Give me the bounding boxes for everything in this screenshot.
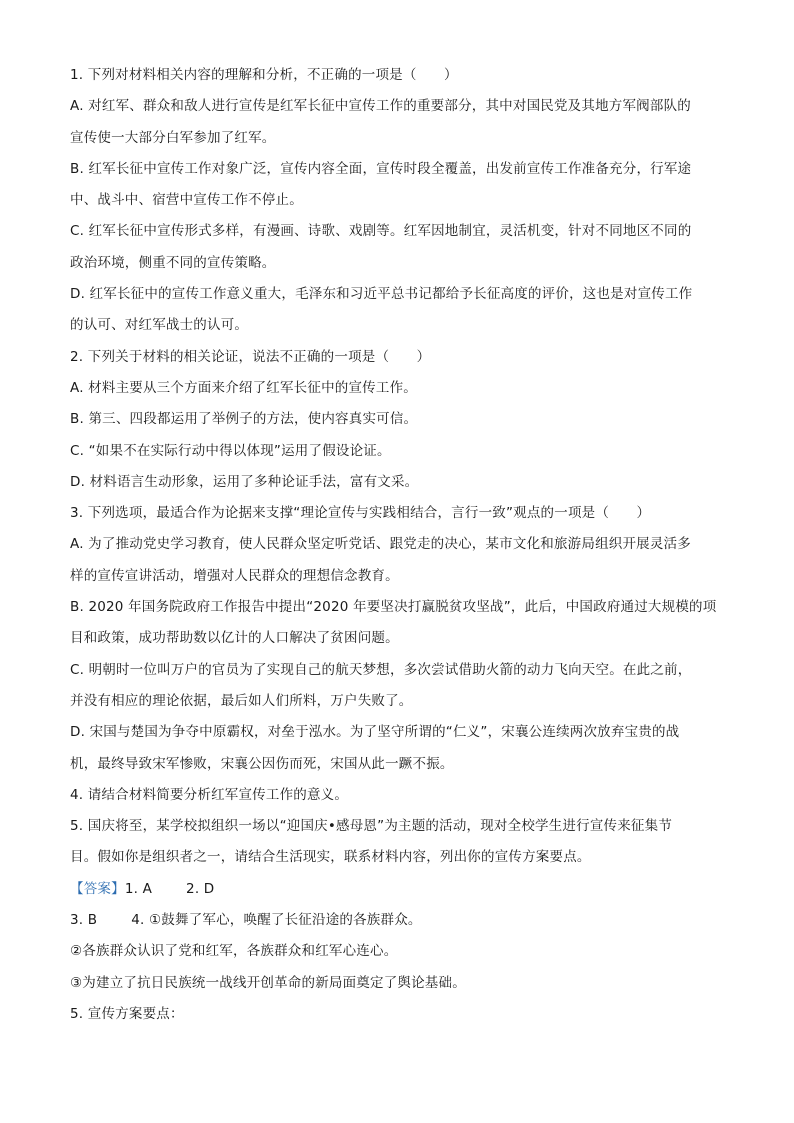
q1-option-a-line2: 宣传使一大部分白军参加了红军。 [70, 129, 276, 146]
q1-stem: 1. 下列对材料相关内容的理解和分析，不正确的一项是（ ） [70, 67, 458, 83]
document-page [70, 64, 730, 1034]
q2-option-d: D. 材料语言生动形象，运用了多种论证手法，富有文采。 [70, 473, 419, 490]
q3-option-a-line1: A. 为了推动党史学习教育，使人民群众坚定听党话、跟党走的决心，某市文化和旅游局组织开展灵活多 [70, 536, 691, 553]
answer-line-2 [70, 909, 730, 940]
q1-option-b-line1: B. 红军长征中宣传工作对象广泛，宣传内容全面，宣传时段全覆盖，出发前宣传工作准备充分，行军途 [70, 160, 692, 177]
q1-option-c-line1: C. 红军长征中宣传形式多样，有漫画、诗歌、戏剧等。红军因地制宜，灵活机变，针对不同地区不同的 [70, 223, 692, 240]
q3-option-d-line2: 机，最终导致宋军惨败，宋襄公因伤而死，宋国从此一蹶不振。 [70, 755, 454, 772]
answer-3: 3. B [70, 912, 98, 929]
answer-4-point-3: ③为建立了抗日民族统一战线开创革命的新局面奠定了舆论基础。 [70, 974, 466, 991]
q1-option-d-line1: D. 红军长征中的宣传工作意义重大，毛泽东和习近平总书记都给予长征高度的评价，这也是对宣传工作 [70, 286, 693, 303]
answer-tag: 【答案】 [70, 880, 125, 897]
q1-option-a-line1: A. 对红军、群众和敌人进行宣传是红军长征中宣传工作的重要部分，其中对国民党及其地方军阀部队的 [70, 98, 691, 115]
answer-2: 2. D [186, 880, 215, 897]
q3-option-d-line1: D. 宋国与楚国为争夺中原霸权，对垒于泓水。为了坚守所谓的“仁义”，宋襄公连续两次放弃宝贵的战 [70, 724, 680, 741]
answer-4-point-1: 4. ①鼓舞了军心，唤醒了长征沿途的各族群众。 [131, 912, 422, 929]
q2-option-b: B. 第三、四段都运用了举例子的方法，使内容真实可信。 [70, 411, 418, 428]
q2-option-a: A. 材料主要从三个方面来介绍了红军长征中的宣传工作。 [70, 379, 417, 396]
answer-line-1 [70, 878, 730, 909]
q1-option-d-line2: 的认可、对红军战士的认可。 [70, 317, 249, 334]
q4-stem: 4. 请结合材料简要分析红军宣传工作的意义。 [70, 786, 349, 803]
q1-option-b-line2: 中、战斗中、宿营中宣传工作不停止。 [70, 192, 303, 209]
q2-stem: 2. 下列关于材料的相关论证，说法不正确的一项是（ ） [70, 348, 431, 365]
q3-option-c-line2: 并没有相应的理论依据，最后如人们所料，万户失败了。 [70, 692, 413, 709]
q3-option-a-line2: 样的宣传宣讲活动，增强对人民群众的理想信念教育。 [70, 567, 399, 584]
q3-option-b-line1: B. 2020 年国务院政府工作报告中提出“2020 年要坚决打赢脱贫攻坚战”，此后，中国政府通过大规模的项 [70, 599, 717, 616]
answer-5-heading: 5. 宣传方案要点： [70, 1005, 184, 1022]
q3-option-b-line2: 目和政策，成功帮助数以亿计的人口解决了贫困问题。 [70, 630, 399, 647]
q2-option-c: C. “如果不在实际行动中得以体现”运用了假设论证。 [70, 442, 391, 459]
q3-stem: 3. 下列选项，最适合作为论据来支撑“理论宣传与实践相结合，言行一致”观点的一项是（ ） [70, 505, 651, 522]
q3-option-c-line1: C. 明朝时一位叫万户的官员为了实现自己的航天梦想，多次尝试借助火箭的动力飞向天空。在此之前， [70, 661, 692, 678]
answer-1: 1. A [124, 880, 153, 897]
q1-option-c-line2: 政治环境，侧重不同的宣传策略。 [70, 254, 276, 271]
q5-stem-line2: 目。假如你是组织者之一，请结合生活现实，联系材料内容，列出你的宣传方案要点。 [70, 849, 591, 866]
answer-4-point-2: ②各族群众认识了党和红军，各族群众和红军心连心。 [70, 943, 398, 960]
q5-stem-line1: 5. 国庆将至，某学校拟组织一场以“迎国庆•感母恩”为主题的活动，现对全校学生进行宣传来征集节 [70, 818, 673, 835]
